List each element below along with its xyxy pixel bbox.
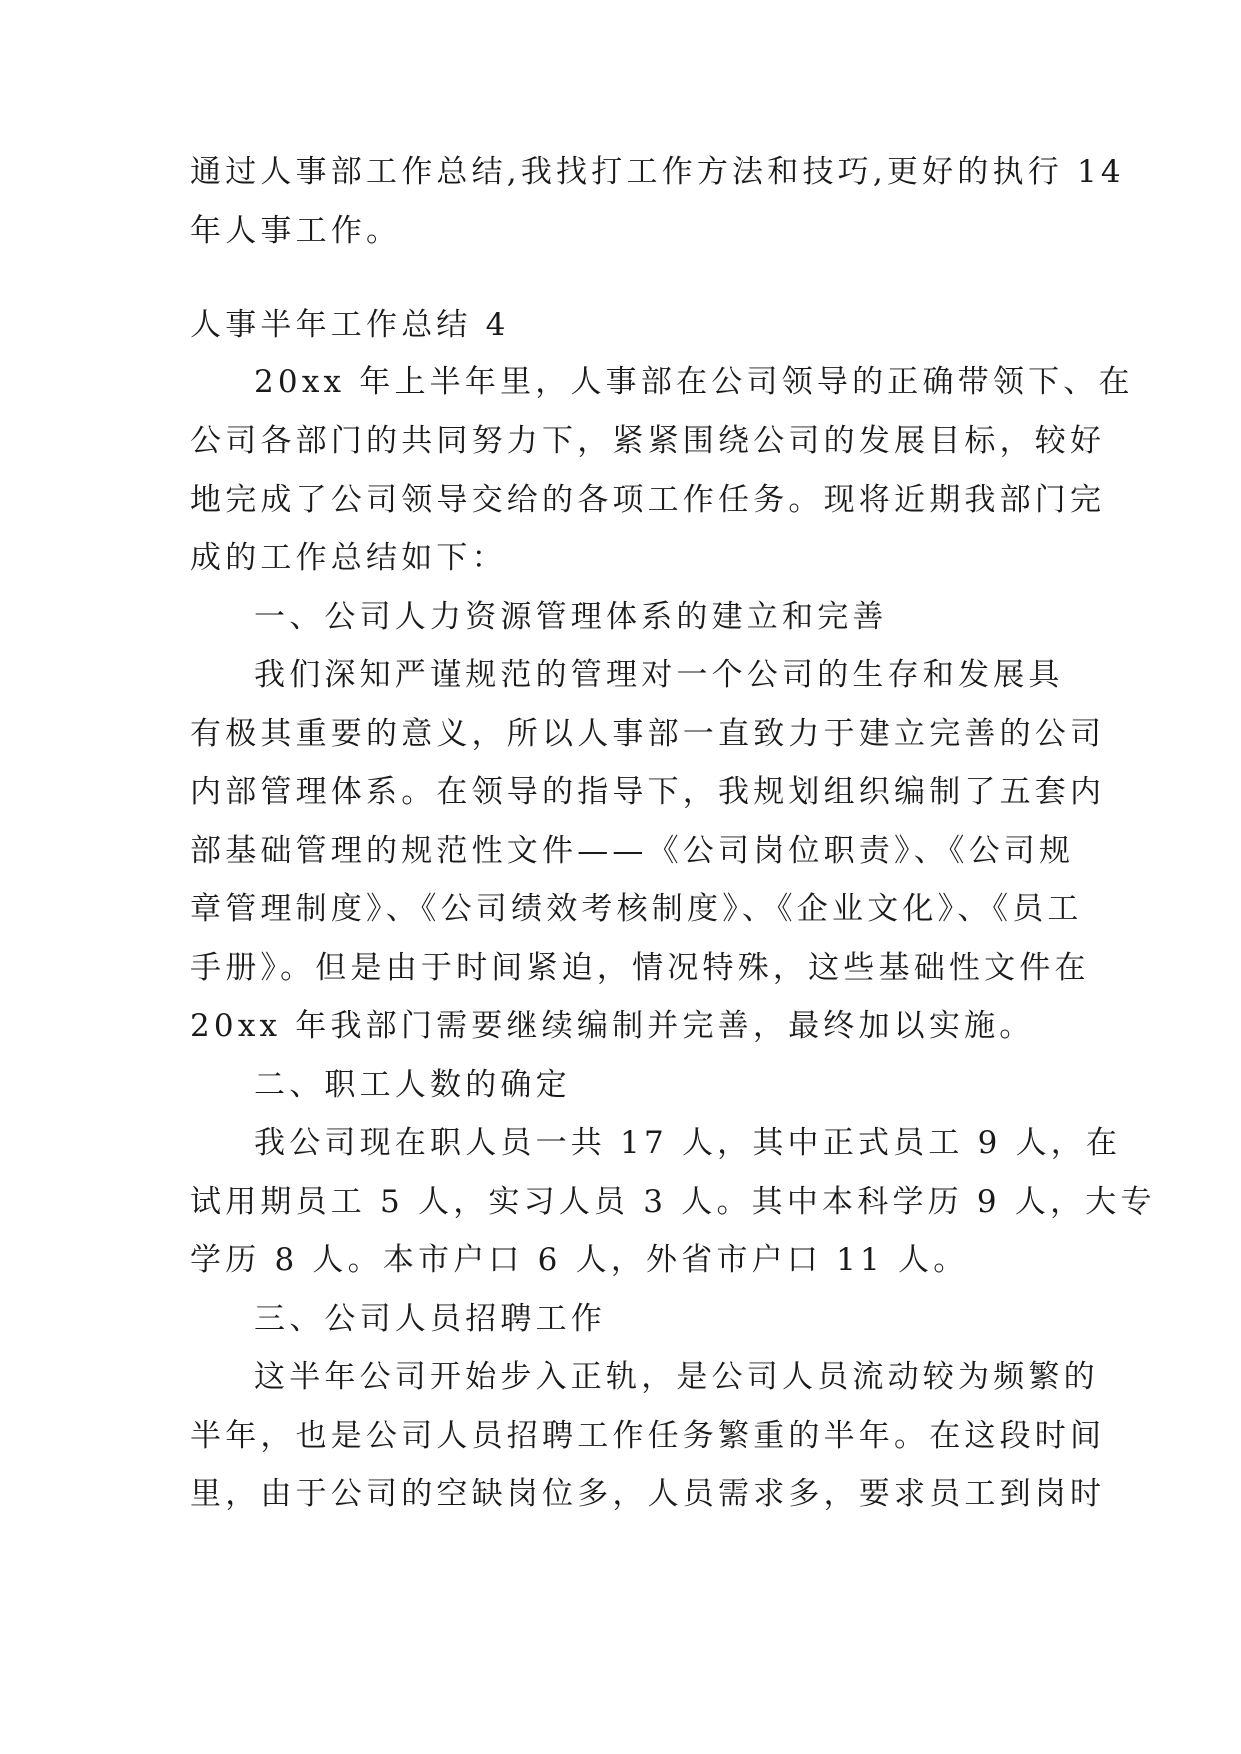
- paragraph-first-line: 这半年公司开始步入正轨，是公司人员流动较为频繁的: [254, 1359, 1099, 1395]
- body-text-line: 20xx 年我部门需要继续编制并完善，最终加以实施。: [190, 1008, 1035, 1044]
- body-text-line: 年人事工作。: [190, 213, 402, 249]
- paragraph-first-line: 我公司现在职人员一共 17 人，其中正式员工 9 人，在: [254, 1125, 1122, 1161]
- subheading-1: 一、公司人力资源管理体系的建立和完善: [254, 599, 888, 635]
- subheading-3: 三、公司人员招聘工作: [254, 1301, 606, 1337]
- paragraph-first-line: 20xx 年上半年里，人事部在公司领导的正确带领下、在: [254, 364, 1134, 400]
- section-title: 人事半年工作总结 4: [190, 307, 510, 343]
- body-text-line: 部基础管理的规范性文件——《公司岗位职责》、《公司规: [190, 833, 1075, 869]
- body-text-line: 地完成了公司领导交给的各项工作任务。现将近期我部门完: [190, 482, 1106, 518]
- body-text-line: 半年，也是公司人员招聘工作任务繁重的半年。在这段时间: [190, 1418, 1106, 1454]
- body-text-line: 内部管理体系。在领导的指导下，我规划组织编制了五套内: [190, 774, 1106, 810]
- body-text-line: 里，由于公司的空缺岗位多，人员需求多，要求员工到岗时: [190, 1476, 1106, 1512]
- body-text-line: 章管理制度》、《公司绩效考核制度》、《企业文化》、《员工: [190, 891, 1083, 927]
- paragraph-first-line: 我们深知严谨规范的管理对一个公司的生存和发展具: [254, 657, 1064, 693]
- subheading-2: 二、职工人数的确定: [254, 1067, 571, 1103]
- body-text-line: 公司各部门的共同努力下，紧紧围绕公司的发展目标，较好: [190, 423, 1106, 459]
- body-text-line: 手册》。但是由于时间紧迫，情况特殊，这些基础性文件在: [190, 950, 1090, 986]
- body-text-line: 学历 8 人。本市户口 6 人，外省市户口 11 人。: [190, 1242, 969, 1278]
- body-text-line: 试用期员工 5 人，实习人员 3 人。其中本科学历 9 人，大专: [190, 1184, 1156, 1220]
- body-text-line: 有极其重要的意义，所以人事部一直致力于建立完善的公司: [190, 716, 1106, 752]
- body-text-line: 通过人事部工作总结,我找打工作方法和技巧,更好的执行 14: [190, 154, 1125, 190]
- body-text-line: 成的工作总结如下：: [190, 540, 507, 576]
